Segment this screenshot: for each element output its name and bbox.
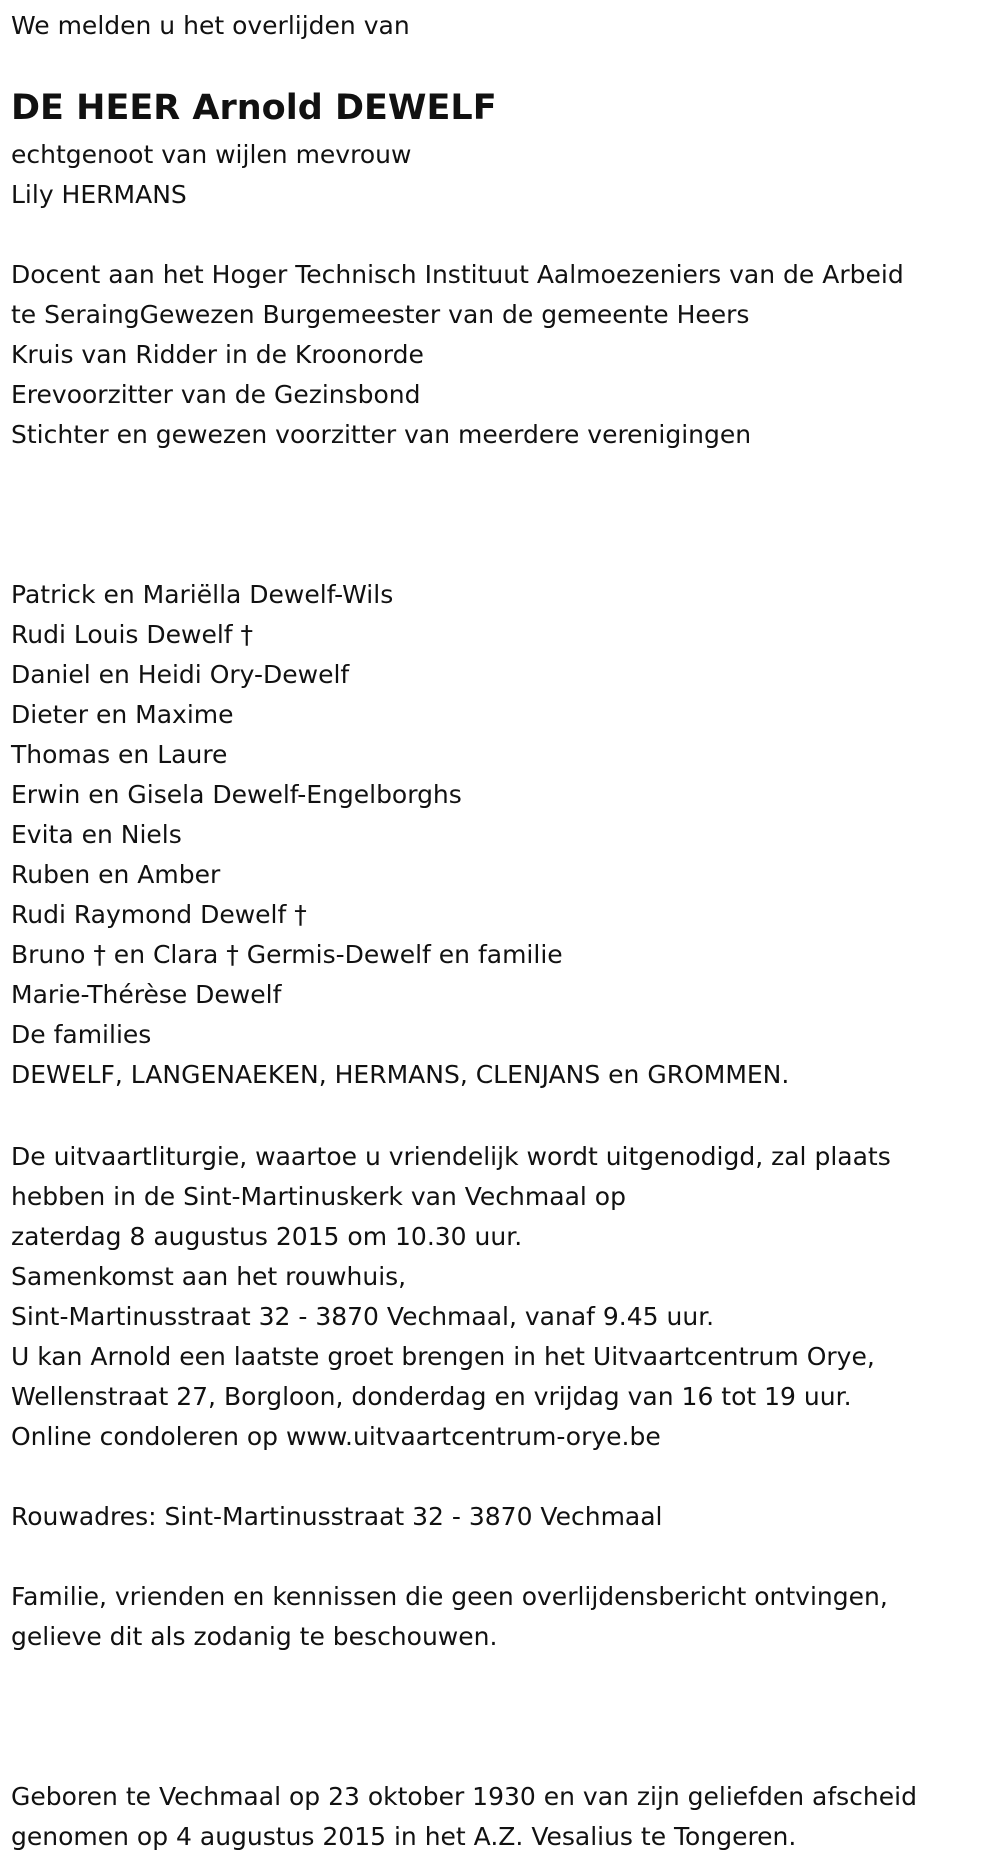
service-line: hebben in de Sint-Martinuskerk van Vechmaal op: [11, 1182, 626, 1211]
service-section: [11, 1137, 891, 1457]
family-line: Dieter en Maxime: [11, 700, 234, 729]
spouse-section: [11, 135, 411, 215]
service-line: U kan Arnold een laatste groet brengen in het Uitvaartcentrum Orye,: [11, 1342, 875, 1371]
birth-section: [11, 1777, 917, 1857]
intro-text: We melden u het overlijden van: [11, 11, 410, 40]
roles-section: [11, 255, 904, 455]
service-line: Sint-Martinusstraat 32 - 3870 Vechmaal, vanaf 9.45 uur.: [11, 1302, 715, 1331]
service-line: Wellenstraat 27, Borgloon, donderdag en vrijdag van 16 tot 19 uur.: [11, 1382, 852, 1411]
family-line: Evita en Niels: [11, 820, 182, 849]
address-section: [11, 1497, 663, 1537]
family-line: Daniel en Heidi Ory-Dewelf: [11, 660, 350, 689]
family-line: Patrick en Mariëlla Dewelf-Wils: [11, 580, 394, 609]
service-line: Online condoleren op www.uitvaartcentrum-orye.be: [11, 1422, 661, 1451]
family-line: DEWELF, LANGENAEKEN, HERMANS, CLENJANS en GROMMEN.: [11, 1060, 790, 1089]
role-line: te SeraingGewezen Burgemeester van de gemeente Heers: [11, 300, 750, 329]
service-line: De uitvaartliturgie, waartoe u vriendelijk wordt uitgenodigd, zal plaats: [11, 1142, 891, 1171]
family-line: De families: [11, 1020, 152, 1049]
role-line: Kruis van Ridder in de Kroonorde: [11, 340, 424, 369]
role-line: Docent aan het Hoger Technisch Instituut Aalmoezeniers van de Arbeid: [11, 260, 904, 289]
notice-section: [11, 1577, 888, 1657]
birth-line: genomen op 4 augustus 2015 in het A.Z. Vesalius te Tongeren.: [11, 1822, 797, 1851]
spouse-name: Lily HERMANS: [11, 180, 187, 209]
family-line: Ruben en Amber: [11, 860, 221, 889]
spouse-line: echtgenoot van wijlen mevrouw: [11, 140, 412, 169]
family-line: Marie-Thérèse Dewelf: [11, 980, 282, 1009]
service-line: zaterdag 8 augustus 2015 om 10.30 uur.: [11, 1222, 523, 1251]
service-line: Samenkomst aan het rouwhuis,: [11, 1262, 407, 1291]
role-line: Stichter en gewezen voorzitter van meerdere verenigingen: [11, 420, 752, 449]
birth-line: Geboren te Vechmaal op 23 oktober 1930 en van zijn geliefden afscheid: [11, 1782, 917, 1811]
family-line: Rudi Louis Dewelf †: [11, 620, 254, 649]
notice-line: gelieve dit als zodanig te beschouwen.: [11, 1622, 498, 1651]
notice-line: Familie, vrienden en kennissen die geen overlijdensbericht ontvingen,: [11, 1582, 888, 1611]
mourning-address: Rouwadres: Sint-Martinusstraat 32 - 3870 Vechmaal: [11, 1502, 663, 1531]
family-line: Rudi Raymond Dewelf †: [11, 900, 307, 929]
family-line: Bruno † en Clara † Germis-Dewelf en familie: [11, 940, 563, 969]
family-line: Erwin en Gisela Dewelf-Engelborghs: [11, 780, 462, 809]
role-line: Erevoorzitter van de Gezinsbond: [11, 380, 421, 409]
family-line: Thomas en Laure: [11, 740, 228, 769]
deceased-name: DE HEER Arnold DEWELF: [11, 88, 497, 128]
family-section: [11, 575, 789, 1095]
